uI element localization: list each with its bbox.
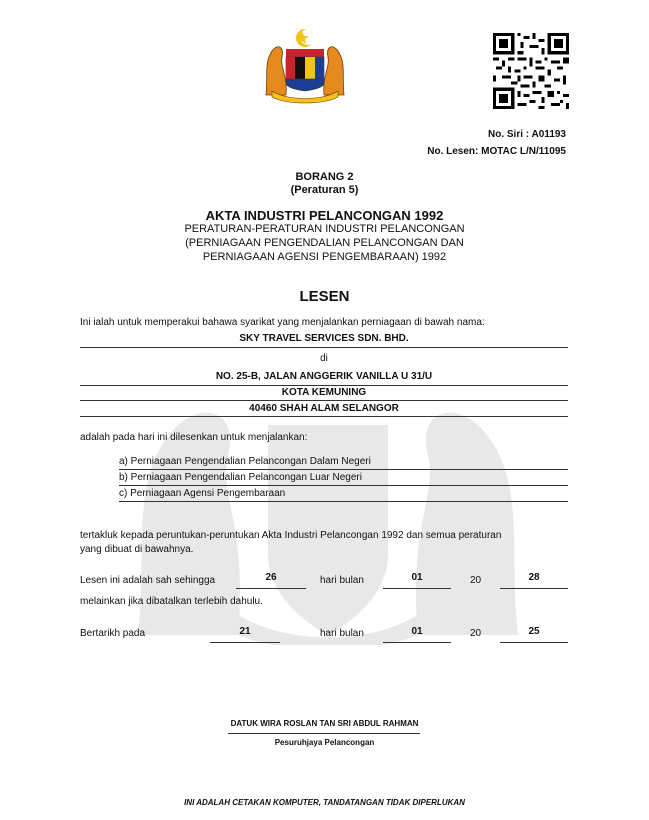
validity-day-underline — [236, 588, 306, 589]
validity-month-label: hari bulan — [320, 575, 364, 586]
activity-item-a: a) Perniagaan Pengendalian Pelancongan Dalam Negeri — [119, 456, 371, 467]
signatory-title: Pesuruhjaya Pelancongan — [274, 738, 375, 747]
dated-year: 25 — [528, 626, 540, 637]
dated-century: 20 — [470, 628, 482, 639]
activity-c-underline — [119, 501, 568, 502]
coat-of-arms-logo — [262, 25, 348, 105]
address-line-1: NO. 25-B, JALAN ANGGERIK VANILLA U 31/U — [215, 371, 433, 382]
activity-item-c: c) Perniagaan Agensi Pengembaraan — [119, 488, 286, 499]
footer-notice: INI ADALAH CETAKAN KOMPUTER, TANDATANGAN TIDAK DIPERLUKAN — [184, 798, 465, 807]
company-name: SKY TRAVEL SERVICES SDN. BHD. — [239, 333, 409, 344]
act-line-2: (PERNIAGAAN PENGENDALIAN PELANCONGAN DAN — [185, 237, 464, 249]
address-line-3: 40460 SHAH ALAM SELANGOR — [249, 403, 399, 414]
signatory-name: DATUK WIRA ROSLAN TAN SRI ABDUL RAHMAN — [230, 719, 419, 728]
serial-number: No. Siri : A01193 — [488, 129, 566, 140]
validity-month: 01 — [411, 572, 423, 583]
address-line-2-underline — [80, 400, 568, 401]
subject-text-2: yang dibuat di bawahnya. — [80, 544, 194, 555]
company-underline — [80, 347, 568, 348]
validity-day: 26 — [265, 572, 277, 583]
dated-label: Bertarikh pada — [80, 628, 146, 639]
validity-month-underline — [383, 588, 451, 589]
dated-month-label: hari bulan — [320, 628, 364, 639]
address-line-2: KOTA KEMUNING — [281, 387, 367, 398]
validity-label: Lesen ini adalah sah sehingga — [80, 575, 216, 586]
validity-year: 28 — [528, 572, 540, 583]
address-line-3-underline — [80, 416, 568, 417]
license-number: No. Lesen: MOTAC L/N/11095 — [427, 146, 566, 157]
validity-century: 20 — [470, 575, 482, 586]
act-line-3: PERNIAGAAN AGENSI PENGEMBARAAN) 1992 — [202, 251, 447, 263]
activity-a-underline — [119, 469, 568, 470]
subject-text-1: tertakluk kepada peruntukan-peruntukan Akta Industri Pelancongan 1992 dan semua peraturan — [80, 530, 502, 541]
address-line-1-underline — [80, 385, 568, 386]
validity-unless-text: melainkan jika dibatalkan terlebih dahulu. — [80, 596, 263, 607]
act-line-1: PERATURAN-PERATURAN INDUSTRI PELANCONGAN — [184, 223, 465, 235]
intro-text: Ini ialah untuk memperakui bahawa syarikat yang menjalankan perniagaan di bawah nama: — [80, 317, 485, 328]
validity-year-underline — [500, 588, 568, 589]
activity-b-underline — [119, 485, 568, 486]
qr-code — [493, 33, 569, 109]
dated-day: 21 — [239, 626, 251, 637]
dated-year-underline — [500, 642, 568, 643]
license-title: LESEN — [299, 288, 350, 305]
activity-item-b: b) Perniagaan Pengendalian Pelancongan Luar Negeri — [119, 472, 362, 483]
dated-month: 01 — [411, 626, 423, 637]
form-regulation: (Peraturan 5) — [290, 184, 359, 196]
licensed-for-text: adalah pada hari ini dilesenkan untuk menjalankan: — [80, 432, 308, 443]
dated-day-underline — [210, 642, 280, 643]
act-title: AKTA INDUSTRI PELANCONGAN 1992 — [205, 208, 444, 223]
at-label: di — [320, 353, 328, 364]
signature-line — [228, 733, 420, 734]
dated-month-underline — [383, 642, 451, 643]
form-name: BORANG 2 — [295, 171, 354, 183]
